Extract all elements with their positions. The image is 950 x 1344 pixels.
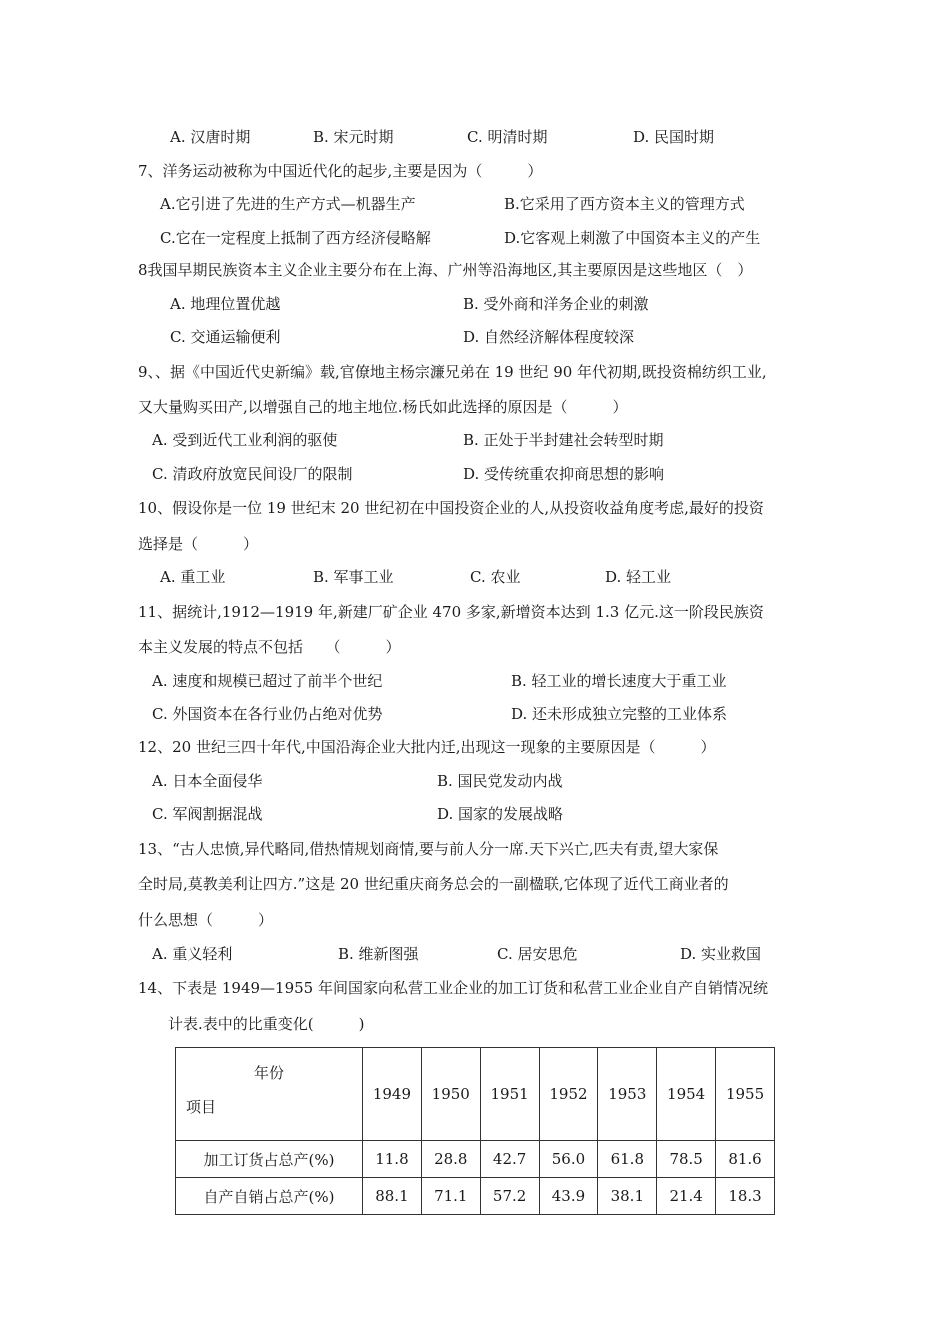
q12-option-c: C. 军阀割据混战 (152, 805, 263, 823)
q10-option-a: A. 重工业 (160, 568, 226, 586)
q7-option-b: B.它采用了西方资本主义的管理方式 (504, 195, 745, 213)
q9-option-d: D. 受传统重农抑商思想的影响 (463, 465, 665, 483)
q8-stem: 8我国早期民族资本主义企业主要分布在上海、广州等沿海地区,其主要原因是这些地区（ ） (138, 261, 753, 279)
q12-stem: 12、20 世纪三四十年代,中国沿海企业大批内迁,出现这一现象的主要原因是（ ） (138, 738, 716, 756)
q11-stem-line1: 11、据统计,1912—1919 年,新建厂矿企业 470 多家,新增资本达到 1.3 亿元.这一阶段民族资 (138, 603, 764, 621)
q13-option-c: C. 居安思危 (497, 945, 578, 963)
q13-option-b: B. 维新图强 (338, 945, 419, 963)
header-year-label: 年份 (254, 1064, 285, 1082)
table-cell: 21.4 (657, 1178, 716, 1215)
table-cell: 11.8 (363, 1141, 422, 1178)
table-cell: 56.0 (539, 1141, 598, 1178)
table-cell: 28.8 (421, 1141, 480, 1178)
q9-stem-line2: 又大量购买田产,以增强自己的地主地位.杨氏如此选择的原因是（ ） (138, 398, 628, 416)
table-row (176, 1141, 775, 1178)
q6-option-b: B. 宋元时期 (313, 128, 394, 146)
table-cell: 42.7 (480, 1141, 539, 1178)
q13-option-a: A. 重义轻利 (152, 945, 233, 963)
q9-stem-line1: 9、、据《中国近代史新编》载,官僚地主杨宗濂兄弟在 19 世纪 90 年代初期,既投资棉纺织工业, (138, 363, 767, 381)
q14-stem-line1: 14、下表是 1949—1955 年间国家向私营工业企业的加工订货和私营工业企业自产自销情况统 (138, 979, 768, 997)
q7-option-d: D.它客观上刺激了中国资本主义的产生 (504, 229, 761, 247)
q6-option-c: C. 明清时期 (467, 128, 548, 146)
production-ratio-table (175, 1047, 775, 1215)
header-diagonal-cell (176, 1048, 363, 1141)
table-cell: 71.1 (421, 1178, 480, 1215)
q12-option-a: A. 日本全面侵华 (152, 772, 263, 790)
year-cell: 1953 (598, 1048, 657, 1141)
q6-option-a: A. 汉唐时期 (170, 128, 251, 146)
q9-option-b: B. 正处于半封建社会转型时期 (463, 431, 664, 449)
q11-option-b: B. 轻工业的增长速度大于重工业 (511, 672, 727, 690)
table-cell: 18.3 (716, 1178, 775, 1215)
table-cell: 38.1 (598, 1178, 657, 1215)
year-cell: 1951 (480, 1048, 539, 1141)
q11-option-d: D. 还未形成独立完整的工业体系 (511, 705, 728, 723)
table-cell: 78.5 (657, 1141, 716, 1178)
q8-option-b: B. 受外商和洋务企业的刺激 (463, 295, 649, 313)
q9-option-a: A. 受到近代工业利润的驱使 (152, 431, 338, 449)
row-label: 自产自销占总产(%) (176, 1178, 363, 1215)
table-cell: 61.8 (598, 1141, 657, 1178)
year-cell: 1954 (657, 1048, 716, 1141)
table-cell: 81.6 (716, 1141, 775, 1178)
row-label: 加工订货占总产(%) (176, 1141, 363, 1178)
year-cell: 1955 (716, 1048, 775, 1141)
q11-stem-line2: 本主义发展的特点不包括 （ ） (138, 638, 401, 656)
q11-option-c: C. 外国资本在各行业仍占绝对优势 (152, 705, 383, 723)
q7-option-a: A.它引进了先进的生产方式—机器生产 (160, 195, 416, 213)
year-cell: 1952 (539, 1048, 598, 1141)
q13-stem-line1: 13、“古人忠愤,异代略同,借热情规划商情,要与前人分一席.天下兴亡,匹夫有责,望大家保 (138, 840, 719, 858)
year-cell: 1949 (363, 1048, 422, 1141)
table-row (176, 1178, 775, 1215)
q13-option-d: D. 实业救国 (680, 945, 762, 963)
table-cell: 88.1 (363, 1178, 422, 1215)
table-cell: 57.2 (480, 1178, 539, 1215)
q6-option-d: D. 民国时期 (633, 128, 715, 146)
q8-option-c: C. 交通运输便利 (170, 328, 281, 346)
q13-stem-line3: 什么思想（ ） (138, 911, 274, 929)
header-item-label: 项目 (186, 1098, 217, 1116)
q14-stem-line2: 计表.表中的比重变化( ) (168, 1015, 365, 1033)
q10-option-b: B. 军事工业 (313, 568, 394, 586)
table-header-row (176, 1048, 775, 1141)
q10-stem-line2: 选择是（ ） (138, 535, 259, 553)
q8-option-d: D. 自然经济解体程度较深 (463, 328, 635, 346)
q10-option-c: C. 农业 (470, 568, 521, 586)
q7-option-c: C.它在一定程度上抵制了西方经济侵略解 (160, 229, 431, 247)
q9-option-c: C. 清政府放宽民间设厂的限制 (152, 465, 353, 483)
q10-stem-line1: 10、假设你是一位 19 世纪末 20 世纪初在中国投资企业的人,从投资收益角度考虑,最好的投资 (138, 499, 764, 517)
q11-option-a: A. 速度和规模已超过了前半个世纪 (152, 672, 383, 690)
q10-option-d: D. 轻工业 (605, 568, 672, 586)
table-cell: 43.9 (539, 1178, 598, 1215)
q7-stem: 7、洋务运动被称为中国近代化的起步,主要是因为（ ） (138, 162, 543, 180)
q12-option-d: D. 国家的发展战略 (437, 805, 564, 823)
q8-option-a: A. 地理位置优越 (170, 295, 281, 313)
q13-stem-line2: 全时局,莫教美利让四方.”这是 20 世纪重庆商务总会的一副楹联,它体现了近代工商业者的 (138, 875, 729, 893)
q12-option-b: B. 国民党发动内战 (437, 772, 563, 790)
year-cell: 1950 (421, 1048, 480, 1141)
